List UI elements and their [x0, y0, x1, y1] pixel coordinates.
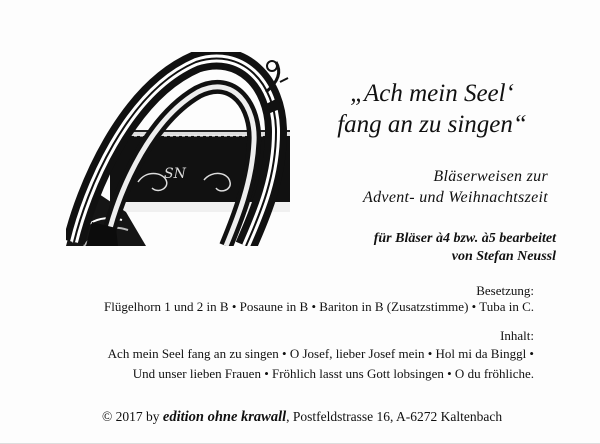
subtitle-line-1: Bläserweisen zur: [433, 168, 548, 185]
contents-label: Inhalt:: [500, 328, 534, 343]
contents-text: [60, 344, 534, 384]
contents-line-1: Ach mein Seel fang an zu singen • O Josef, lieber Josef mein • Hol mi da Binggl •: [107, 346, 534, 361]
arrangement-credit: [374, 230, 556, 266]
case-initials: SN: [164, 166, 186, 182]
subtitle: [316, 166, 548, 208]
arrangement-line-1: für Bläser à4 bzw. à5 bearbeitet: [373, 231, 556, 246]
arranger-name: von Stefan Neussl: [451, 249, 556, 264]
instrumentation-text: [60, 297, 534, 317]
footer: [102, 409, 502, 426]
contents-line-2: Und unser lieben Frauen • Fröhlich lasst uns Gott lobsingen • O du fröhliche.: [132, 366, 534, 381]
title-line-2: fang an zu singen“: [337, 111, 527, 138]
publisher-name: edition ohne krawall: [162, 409, 287, 425]
subtitle-line-2: Advent- und Weihnachtszeit: [363, 189, 548, 206]
flugelhorn-icon: [66, 52, 290, 246]
title-line-1: „Ach mein Seel‘: [350, 80, 514, 107]
copyright: © 2017 by: [102, 409, 160, 424]
instrumentation-label: Besetzung:: [476, 283, 534, 298]
publisher-address: , Postfeldstrasse 16, A-6272 Kaltenbach: [286, 409, 503, 424]
instrumentation-list: Flügelhorn 1 und 2 in B • Posaune in B • Bariton in B (Zusatzstimme) • Tuba in C.: [103, 299, 534, 314]
page-title: [296, 78, 568, 140]
